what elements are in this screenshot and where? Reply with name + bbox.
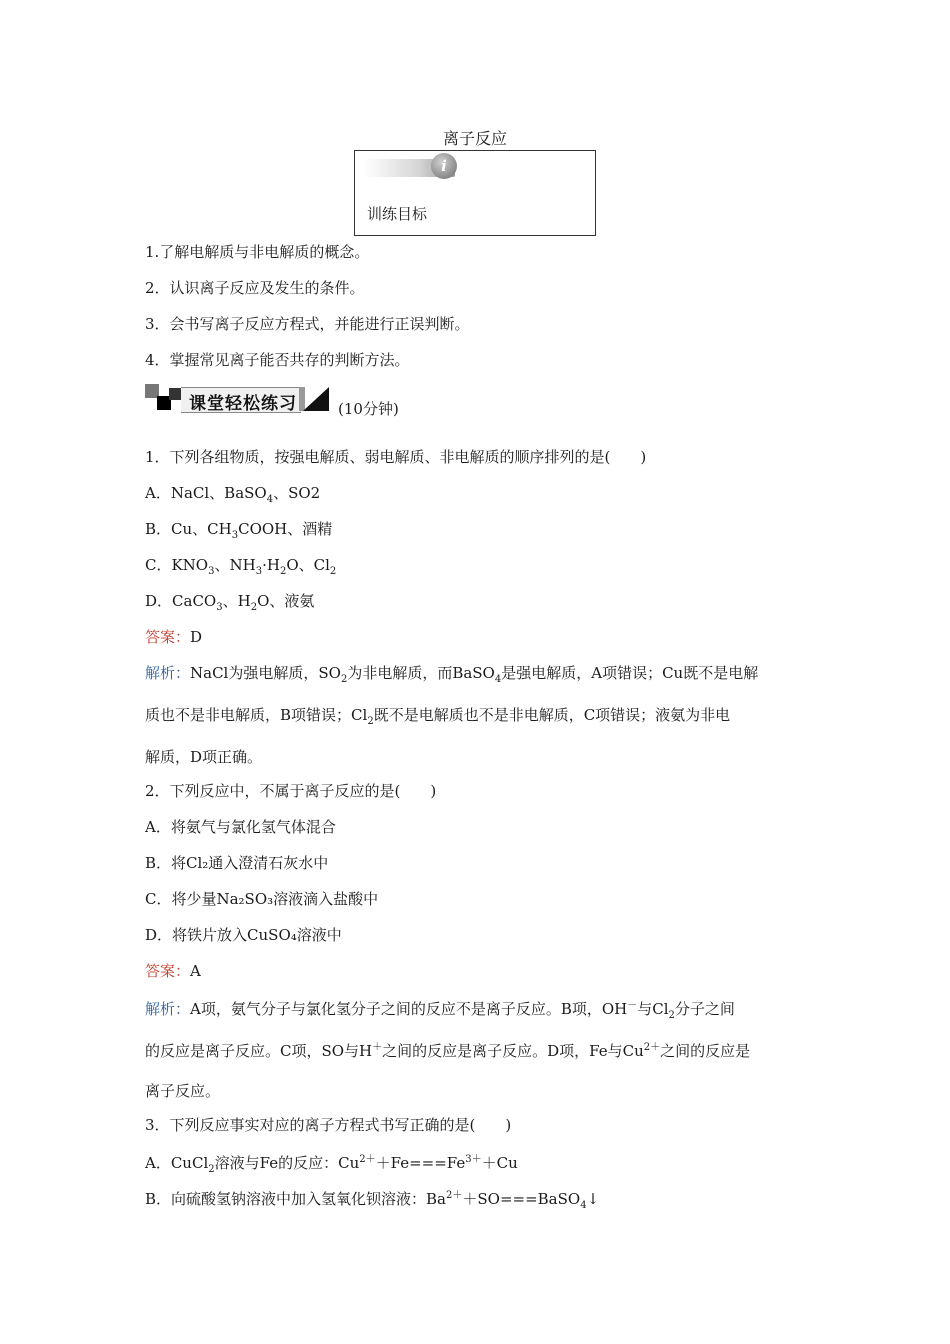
question-2-stem: 2．下列反应中，不属于离子反应的是( )	[145, 782, 437, 800]
question-2-analysis-line-1: 解析：A项，氨气分子与氯化氢分子之间的反应不是离子反应。B项，OH－与$Cl_2$分子之间	[145, 1000, 735, 1021]
analysis-label: 解析：	[145, 1000, 191, 1018]
question-1-analysis-line-3: 解质，D项正确。	[145, 748, 263, 766]
section-banner	[145, 384, 331, 414]
page-title: 离子反应	[442, 129, 507, 148]
question-2-answer	[145, 960, 201, 981]
question-2-option-b: B．将Cl₂通入澄清石灰水中	[145, 854, 329, 872]
info-icon: i	[431, 153, 457, 179]
question-2-analysis-line-3: 离子反应。	[145, 1082, 221, 1100]
goal-item-2: 2．认识离子反应及发生的条件。	[145, 279, 365, 297]
banner-triangle-icon	[303, 387, 329, 411]
answer-value: A	[190, 962, 201, 980]
goal-label: 训练目标	[367, 205, 428, 223]
training-goal-box	[354, 150, 596, 236]
question-3-option-b: B．向硫酸氢钠溶液中加入氢氧化钡溶液：$Ba^{2+}+SO===BaSO_4↓$	[145, 1190, 600, 1211]
question-1-analysis-line-1: 解析：NaCl为强电解质，$SO_2$为非电解质，而BaSO$_4$是强电解质，A项错误；Cu既不是电解	[145, 664, 759, 685]
banner-body	[181, 387, 301, 413]
goal-item-3: 3．会书写离子反应方程式，并能进行正误判断。	[145, 315, 470, 333]
answer-value: D	[190, 628, 203, 646]
answer-label: 答案：	[145, 628, 191, 646]
question-1-analysis-line-2: 质也不是非电解质，B项错误；$Cl_2$既不是电解质也不是非电解质，C项错误；液氨为非电	[145, 706, 731, 727]
section-duration: (10分钟)	[338, 400, 399, 418]
question-2-option-a: A．将氨气与氯化氢气体混合	[145, 818, 336, 836]
question-1-option-d: D．CaCO$_3$、$H_2O$、液氨	[145, 592, 315, 613]
question-3-stem: 3．下列反应事实对应的离子方程式书写正确的是( )	[145, 1116, 512, 1134]
goal-item-4: 4．掌握常见离子能否共存的判断方法。	[145, 351, 410, 369]
answer-label: 答案：	[145, 962, 191, 980]
question-1-stem: 1．下列各组物质，按强电解质、弱电解质、非电解质的顺序排列的是( )	[145, 448, 647, 466]
question-1-option-c: C．$KNO_3$、$NH_3\cdot H_2O$、$Cl_2$	[145, 556, 337, 577]
question-1-option-b: B．Cu、$CH_3COOH$、酒精	[145, 520, 333, 541]
question-3-option-a: A．CuCl$_2$溶液与Fe的反应：$Cu^{2+}+Fe===Fe^{3+}+Cu$	[145, 1154, 518, 1175]
banner-square-icon	[169, 388, 181, 400]
analysis-label: 解析：	[145, 664, 191, 682]
question-1-answer	[145, 626, 202, 647]
question-1-option-a: A．NaCl、BaSO$_4$、SO2	[145, 484, 321, 505]
section-label: 课堂轻松练习	[189, 394, 297, 414]
question-2-analysis-line-2: 的反应是离子反应。C项，SO与H＋之间的反应是离子反应。D项，Fe与$Cu^{2+}$之间的反应是	[145, 1042, 751, 1060]
question-2-option-d: D．将铁片放入CuSO₄溶液中	[145, 926, 342, 944]
question-2-option-c: C．将少量Na₂SO₃溶液滴入盐酸中	[145, 890, 379, 908]
goal-item-1: 1.了解电解质与非电解质的概念。	[145, 243, 370, 261]
